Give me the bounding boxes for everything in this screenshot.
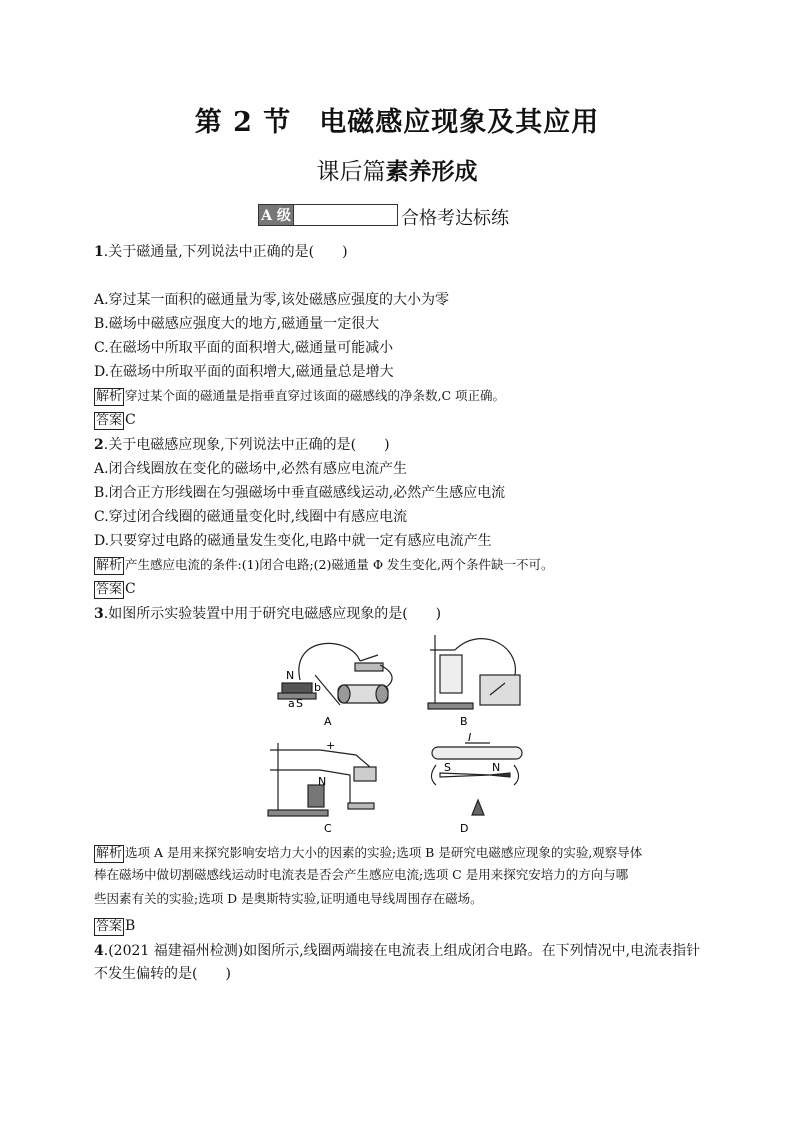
q2-number: 2 (94, 437, 104, 453)
q2-answer-value: C (125, 581, 136, 597)
q1-answer (94, 411, 136, 430)
fig-label-a: A (324, 715, 332, 728)
page-title: 第 2 节 电磁感应现象及其应用 (194, 107, 600, 138)
figure-a (278, 643, 392, 705)
level-bar (294, 204, 398, 226)
q2-answer-tag: 答案 (96, 582, 123, 597)
figure-b (428, 635, 520, 709)
q2-answer (94, 580, 136, 599)
q1-option-b: B.磁场中磁感应强度大的地方,磁通量一定很大 (94, 316, 380, 332)
q3-explain-tag: 解析 (96, 846, 123, 861)
fig-a-mark-s: S (296, 697, 303, 710)
level-banner (258, 200, 509, 229)
q1-option-c: C.在磁场中所取平面的面积增大,磁通量可能减小 (94, 340, 394, 356)
q2-option-a: A.闭合线圈放在变化的磁场中,必然有感应电流产生 (94, 461, 408, 477)
subtitle-normal: 课后篇 (316, 159, 386, 185)
fig-c-mark-n: N (318, 775, 327, 788)
q3-answer-tag: 答案 (96, 919, 123, 934)
fig-label-c: C (324, 822, 332, 835)
q4-number: 4 (94, 943, 104, 959)
q3-explanation-line-3: 些因素有关的实验;选项 D 是奥斯特实验,证明通电导线周围存在磁场。 (94, 891, 483, 906)
page-subtitle (0, 153, 794, 186)
q1-explain-tag: 解析 (96, 389, 123, 404)
figure-d (432, 743, 523, 815)
q3-number: 3 (94, 606, 104, 622)
fig-c-mark-plus: + (326, 739, 336, 752)
q2-option-c: C.穿过闭合线圈的磁通量变化时,线圈中有感应电流 (94, 509, 408, 525)
q3-figures (260, 625, 540, 840)
fig-a-mark-a: a (288, 697, 295, 710)
level-badge: A 级 (258, 204, 294, 226)
q3-stem-text: .如图所示实验装置中用于研究电磁感应现象的是( ) (103, 606, 442, 622)
q2-stem-text: .关于电磁感应现象,下列说法中正确的是( ) (103, 437, 390, 453)
subtitle-bold: 素养形成 (385, 158, 478, 185)
q3-explanation-line-2: 棒在磁场中做切割磁感线运动时电流表是否会产生感应电流;选项 C 是用来探究安培力的方向与哪 (94, 867, 629, 882)
fig-label-b: B (460, 715, 468, 728)
q1-answer-tag: 答案 (96, 413, 123, 428)
q1-explanation (94, 383, 714, 409)
q4-stem-line-1: .(2021 福建福州检测)如图所示,线圈两端接在电流表上组成闭合电路。在下列情况中,电流表指针 (103, 943, 701, 959)
q2-stem (94, 436, 390, 454)
q2-explanation (94, 552, 714, 578)
q2-option-d: D.只要穿过电路的磁通量发生变化,电路中就一定有感应电流产生 (94, 533, 492, 549)
fig-d-mark-i: I (468, 731, 472, 744)
q2-option-b: B.闭合正方形线圈在匀强磁场中垂直磁感线运动,必然产生感应电流 (94, 485, 506, 501)
fig-a-mark-b: b (314, 681, 321, 694)
q1-stem (94, 243, 348, 261)
q2-explain-tag: 解析 (96, 558, 123, 573)
fig-a-mark-n: N (286, 669, 295, 682)
q1-stem-text: .关于磁通量,下列说法中正确的是( ) (103, 244, 348, 260)
q1-option-a: A.穿过某一面积的磁通量为零,该处磁感应强度的大小为零 (94, 292, 450, 308)
q1-explain-text: 穿过某个面的磁通量是指垂直穿过该面的磁感线的净条数,C 项正确。 (125, 388, 506, 403)
q3-stem (94, 605, 441, 623)
q1-option-d: D.在磁场中所取平面的面积增大,磁通量总是增大 (94, 364, 394, 380)
fig-d-mark-s: S (444, 761, 451, 774)
q3-answer (94, 917, 135, 936)
fig-label-d: D (460, 822, 469, 835)
fig-d-mark-n: N (492, 761, 501, 774)
q1-answer-value: C (125, 412, 136, 428)
q4-stem-line-2: 不发生偏转的是( ) (94, 966, 231, 982)
q3-answer-value: B (125, 918, 136, 934)
q3-explain-text-1: 选项 A 是用来探究影响安培力大小的因素的实验;选项 B 是研究电磁感应现象的实验,观察导体 (125, 845, 643, 860)
q1-number: 1 (94, 244, 104, 260)
level-text: 合格考达标练 (401, 208, 509, 229)
q4-stem (94, 942, 700, 960)
q2-explain-text: 产生感应电流的条件:(1)闭合电路;(2)磁通量 Φ 发生变化,两个条件缺一不可。 (125, 557, 554, 572)
